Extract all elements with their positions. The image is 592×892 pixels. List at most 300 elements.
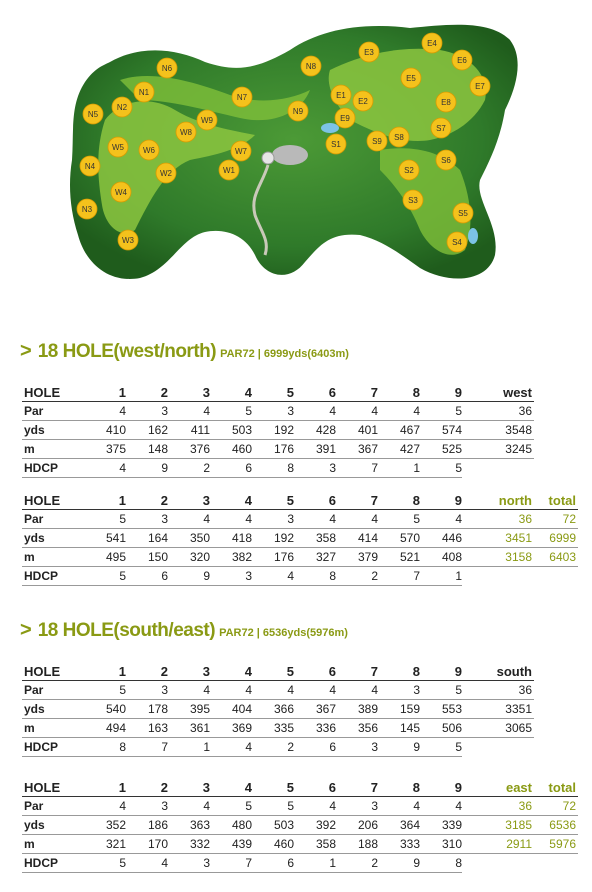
hole-cell: 7 xyxy=(336,662,378,681)
section-heading: 18 HOLE(west/north) xyxy=(37,341,217,362)
row-par xyxy=(22,402,534,421)
hole-cell: 3 xyxy=(168,491,210,510)
hole-cell: 5 xyxy=(210,797,252,816)
total-cell: 6536 xyxy=(534,816,578,835)
section-subheading: PAR72 | 6999yds(6403m) xyxy=(220,348,349,360)
hole-cell: 6 xyxy=(294,491,336,510)
hole-cell: 570 xyxy=(378,529,420,548)
hole-marker-e5 xyxy=(401,68,421,88)
hole-cell: 5 xyxy=(420,681,462,700)
hole-cell: 3 xyxy=(210,567,252,586)
total-cell xyxy=(462,738,534,757)
hole-cell: 7 xyxy=(378,567,420,586)
hole-cell: 9 xyxy=(378,854,420,873)
hole-cell: 6 xyxy=(294,778,336,797)
hole-cell: 2 xyxy=(168,459,210,478)
hole-cell: 8 xyxy=(294,567,336,586)
total-cell: 36 xyxy=(462,797,534,816)
hole-cell: 408 xyxy=(420,548,462,567)
hole-cell: 8 xyxy=(84,738,126,757)
hole-cell: 9 xyxy=(420,383,462,402)
arrow-icon: > xyxy=(20,340,32,362)
hole-cell: 310 xyxy=(420,835,462,854)
hole-cell: 5 xyxy=(420,402,462,421)
hole-cell: 9 xyxy=(126,459,168,478)
row-label: m xyxy=(22,548,84,567)
hole-cell: 5 xyxy=(252,662,294,681)
row-label: yds xyxy=(22,816,84,835)
hole-cell: 4 xyxy=(168,402,210,421)
hole-cell: 6 xyxy=(294,738,336,757)
hole-cell: 411 xyxy=(168,421,210,440)
row-label: m xyxy=(22,440,84,459)
hole-cell: 4 xyxy=(252,681,294,700)
hole-cell: 4 xyxy=(336,681,378,700)
row-label: HOLE xyxy=(22,662,84,681)
total-cell xyxy=(534,567,578,586)
total-cell: 3065 xyxy=(462,719,534,738)
hole-cell: 467 xyxy=(378,421,420,440)
hole-marker-w9 xyxy=(197,110,217,130)
hole-marker-s9 xyxy=(367,131,387,151)
hole-marker-label: E9 xyxy=(340,114,350,123)
hole-marker-s3 xyxy=(403,190,423,210)
hole-cell: 364 xyxy=(378,816,420,835)
hole-cell: 159 xyxy=(378,700,420,719)
hole-cell: 7 xyxy=(210,854,252,873)
hole-cell: 2 xyxy=(126,662,168,681)
hole-cell: 8 xyxy=(252,459,294,478)
hole-cell: 3 xyxy=(126,681,168,700)
hole-marker-label: S7 xyxy=(436,124,446,133)
hole-cell: 5 xyxy=(420,459,462,478)
hole-marker-s4 xyxy=(447,232,467,252)
hole-cell: 446 xyxy=(420,529,462,548)
hole-cell: 375 xyxy=(84,440,126,459)
hole-cell: 3 xyxy=(336,738,378,757)
total-cell: east xyxy=(462,778,534,797)
hole-cell: 1 xyxy=(420,567,462,586)
row-m xyxy=(22,548,578,567)
hole-cell: 1 xyxy=(168,738,210,757)
hole-cell: 3 xyxy=(126,797,168,816)
hole-cell: 339 xyxy=(420,816,462,835)
hole-cell: 389 xyxy=(336,700,378,719)
hole-cell: 367 xyxy=(336,440,378,459)
section-heading: 18 HOLE(south/east) xyxy=(37,620,216,641)
row-hdcp xyxy=(22,854,578,873)
hole-cell: 361 xyxy=(168,719,210,738)
hole-marker-w1 xyxy=(219,160,239,180)
hole-marker-n9 xyxy=(288,101,308,121)
hole-cell: 3 xyxy=(252,402,294,421)
total-cell xyxy=(462,567,534,586)
hole-cell: 5 xyxy=(84,567,126,586)
total-cell xyxy=(462,459,534,478)
hole-cell: 192 xyxy=(252,529,294,548)
total-cell: 6999 xyxy=(534,529,578,548)
hole-cell: 401 xyxy=(336,421,378,440)
hole-cell: 7 xyxy=(336,491,378,510)
hole-cell: 428 xyxy=(294,421,336,440)
hole-cell: 3 xyxy=(252,510,294,529)
hole-cell: 4 xyxy=(294,402,336,421)
hole-marker-w3 xyxy=(118,230,138,250)
hole-marker-n5 xyxy=(83,104,103,124)
hole-cell: 145 xyxy=(378,719,420,738)
hole-cell: 2 xyxy=(336,854,378,873)
hole-cell: 4 xyxy=(210,662,252,681)
total-cell: 72 xyxy=(534,797,578,816)
hole-cell: 162 xyxy=(126,421,168,440)
hole-cell: 356 xyxy=(336,719,378,738)
hole-cell: 4 xyxy=(84,797,126,816)
total-cell: total xyxy=(534,491,578,510)
hole-marker-n7 xyxy=(232,87,252,107)
hole-marker-label: N8 xyxy=(305,62,317,71)
hole-cell: 6 xyxy=(294,662,336,681)
hole-cell: 4 xyxy=(378,402,420,421)
hole-marker-w4 xyxy=(111,182,131,202)
hole-marker-label: N4 xyxy=(84,162,96,171)
hole-cell: 4 xyxy=(336,402,378,421)
hole-cell: 391 xyxy=(294,440,336,459)
total-cell: 36 xyxy=(462,681,534,700)
hole-cell: 335 xyxy=(252,719,294,738)
hole-cell: 170 xyxy=(126,835,168,854)
row-label: HOLE xyxy=(22,383,84,402)
hole-cell: 369 xyxy=(210,719,252,738)
hole-cell: 6 xyxy=(210,459,252,478)
hole-marker-n3 xyxy=(77,199,97,219)
hole-marker-label: E3 xyxy=(364,48,374,57)
row-par xyxy=(22,681,534,700)
hole-cell: 4 xyxy=(210,491,252,510)
hole-cell: 494 xyxy=(84,719,126,738)
hole-cell: 176 xyxy=(252,548,294,567)
hole-cell: 358 xyxy=(294,529,336,548)
hole-marker-label: E5 xyxy=(406,74,416,83)
hole-cell: 540 xyxy=(84,700,126,719)
hole-marker-label: E6 xyxy=(457,56,467,65)
hole-cell: 148 xyxy=(126,440,168,459)
hole-cell: 6 xyxy=(126,567,168,586)
hole-cell: 4 xyxy=(420,797,462,816)
hole-cell: 4 xyxy=(252,567,294,586)
row-label: Par xyxy=(22,402,84,421)
hole-cell: 2 xyxy=(126,778,168,797)
row-yds xyxy=(22,421,534,440)
hole-cell: 3 xyxy=(378,681,420,700)
hole-cell: 541 xyxy=(84,529,126,548)
hole-marker-n1 xyxy=(134,82,154,102)
hole-cell: 321 xyxy=(84,835,126,854)
hole-marker-n4 xyxy=(80,156,100,176)
hole-cell: 4 xyxy=(168,681,210,700)
clubhouse-roundabout xyxy=(262,152,274,164)
hole-cell: 9 xyxy=(420,778,462,797)
scorecard-west xyxy=(22,383,534,478)
hole-cell: 350 xyxy=(168,529,210,548)
hole-cell: 336 xyxy=(294,719,336,738)
hole-cell: 3 xyxy=(126,510,168,529)
hole-cell: 376 xyxy=(168,440,210,459)
hole-cell: 5 xyxy=(252,797,294,816)
hole-cell: 367 xyxy=(294,700,336,719)
hole-cell: 3 xyxy=(168,854,210,873)
hole-cell: 439 xyxy=(210,835,252,854)
hole-cell: 5 xyxy=(378,510,420,529)
hole-cell: 7 xyxy=(336,459,378,478)
hole-cell: 480 xyxy=(210,816,252,835)
hole-cell: 427 xyxy=(378,440,420,459)
hole-marker-label: E4 xyxy=(427,39,437,48)
hole-cell: 410 xyxy=(84,421,126,440)
hole-cell: 2 xyxy=(126,491,168,510)
hole-cell: 7 xyxy=(336,383,378,402)
hole-marker-e2 xyxy=(353,91,373,111)
row-label: yds xyxy=(22,529,84,548)
hole-cell: 495 xyxy=(84,548,126,567)
hole-cell: 2 xyxy=(252,738,294,757)
hole-cell: 186 xyxy=(126,816,168,835)
hole-marker-e9 xyxy=(335,108,355,128)
course-map xyxy=(0,0,592,300)
hole-cell: 188 xyxy=(336,835,378,854)
hole-marker-label: N5 xyxy=(87,110,99,119)
hole-cell: 352 xyxy=(84,816,126,835)
hole-cell: 4 xyxy=(84,402,126,421)
hole-cell: 8 xyxy=(378,383,420,402)
hole-marker-label: W4 xyxy=(115,188,127,197)
hole-marker-w2 xyxy=(156,163,176,183)
hole-marker-s8 xyxy=(389,127,409,147)
hole-marker-s1 xyxy=(326,134,346,154)
hole-cell: 4 xyxy=(168,797,210,816)
hole-cell: 418 xyxy=(210,529,252,548)
hole-cell: 414 xyxy=(336,529,378,548)
scorecard-north xyxy=(22,491,578,586)
row-yds xyxy=(22,816,578,835)
hole-cell: 553 xyxy=(420,700,462,719)
total-cell: south xyxy=(462,662,534,681)
section-subheading: PAR72 | 6536yds(5976m) xyxy=(219,627,348,639)
hole-marker-label: N1 xyxy=(138,88,150,97)
row-label: HDCP xyxy=(22,567,84,586)
clubhouse xyxy=(272,145,308,165)
hole-cell: 1 xyxy=(378,459,420,478)
row-head xyxy=(22,778,578,797)
hole-cell: 1 xyxy=(294,854,336,873)
hole-marker-w5 xyxy=(108,137,128,157)
hole-cell: 6 xyxy=(294,383,336,402)
hole-marker-label: E8 xyxy=(441,98,451,107)
hole-cell: 4 xyxy=(294,510,336,529)
hole-marker-label: S1 xyxy=(331,140,341,149)
hole-cell: 5 xyxy=(252,383,294,402)
hole-marker-label: W3 xyxy=(122,236,134,245)
hole-cell: 503 xyxy=(252,816,294,835)
hole-marker-label: E7 xyxy=(475,82,485,91)
total-cell: 3185 xyxy=(462,816,534,835)
row-label: Par xyxy=(22,510,84,529)
hole-cell: 5 xyxy=(84,681,126,700)
hole-cell: 5 xyxy=(84,854,126,873)
hole-cell: 4 xyxy=(126,854,168,873)
hole-cell: 9 xyxy=(378,738,420,757)
total-cell: 3451 xyxy=(462,529,534,548)
total-cell: 2911 xyxy=(462,835,534,854)
hole-marker-label: N7 xyxy=(236,93,248,102)
hole-marker-w8 xyxy=(176,122,196,142)
row-hdcp xyxy=(22,567,578,586)
total-cell: 3548 xyxy=(462,421,534,440)
hole-marker-label: W7 xyxy=(235,147,247,156)
total-cell: 36 xyxy=(462,402,534,421)
hole-marker-label: S6 xyxy=(441,156,451,165)
hole-cell: 4 xyxy=(210,681,252,700)
hole-cell: 332 xyxy=(168,835,210,854)
hole-marker-w6 xyxy=(139,140,159,160)
hole-cell: 460 xyxy=(252,835,294,854)
hole-cell: 3 xyxy=(294,459,336,478)
hole-cell: 163 xyxy=(126,719,168,738)
hole-marker-n8 xyxy=(301,56,321,76)
hole-cell: 506 xyxy=(420,719,462,738)
hole-marker-s6 xyxy=(436,150,456,170)
section-title-west-north xyxy=(20,340,349,363)
hole-cell: 4 xyxy=(210,510,252,529)
hole-marker-label: W1 xyxy=(223,166,235,175)
hole-cell: 4 xyxy=(420,510,462,529)
scorecard-east xyxy=(22,778,578,873)
hole-cell: 525 xyxy=(420,440,462,459)
hole-cell: 379 xyxy=(336,548,378,567)
row-head xyxy=(22,491,578,510)
hole-marker-label: N9 xyxy=(292,107,304,116)
hole-cell: 4 xyxy=(336,510,378,529)
hole-marker-label: N3 xyxy=(81,205,93,214)
hole-marker-label: S4 xyxy=(452,238,462,247)
hole-cell: 3 xyxy=(126,402,168,421)
hole-cell: 7 xyxy=(336,778,378,797)
total-cell: 36 xyxy=(462,510,534,529)
hole-cell: 1 xyxy=(84,662,126,681)
row-label: HOLE xyxy=(22,778,84,797)
hole-cell: 382 xyxy=(210,548,252,567)
hole-marker-label: N6 xyxy=(161,64,173,73)
hole-cell: 6 xyxy=(252,854,294,873)
hole-cell: 8 xyxy=(378,778,420,797)
hole-cell: 1 xyxy=(84,778,126,797)
hole-cell: 4 xyxy=(210,383,252,402)
hole-cell: 5 xyxy=(210,402,252,421)
hole-cell: 9 xyxy=(168,567,210,586)
hole-marker-label: W6 xyxy=(143,146,155,155)
hole-cell: 1 xyxy=(84,491,126,510)
hole-cell: 3 xyxy=(168,383,210,402)
hole-cell: 521 xyxy=(378,548,420,567)
hole-cell: 320 xyxy=(168,548,210,567)
hole-cell: 395 xyxy=(168,700,210,719)
total-cell xyxy=(462,854,534,873)
hole-marker-label: N2 xyxy=(116,103,128,112)
hole-cell: 3 xyxy=(168,662,210,681)
hole-marker-s2 xyxy=(399,160,419,180)
row-label: HDCP xyxy=(22,738,84,757)
row-label: HOLE xyxy=(22,491,84,510)
total-cell: 6403 xyxy=(534,548,578,567)
row-label: HDCP xyxy=(22,459,84,478)
total-cell: west xyxy=(462,383,534,402)
hole-cell: 150 xyxy=(126,548,168,567)
row-label: yds xyxy=(22,700,84,719)
hole-marker-n6 xyxy=(157,58,177,78)
hole-cell: 7 xyxy=(126,738,168,757)
scorecard-south xyxy=(22,662,534,757)
hole-cell: 192 xyxy=(252,421,294,440)
row-m xyxy=(22,719,534,738)
hole-cell: 4 xyxy=(294,681,336,700)
row-m xyxy=(22,835,578,854)
total-cell xyxy=(534,854,578,873)
hole-cell: 9 xyxy=(420,491,462,510)
hole-cell: 4 xyxy=(210,778,252,797)
hole-cell: 164 xyxy=(126,529,168,548)
hole-cell: 460 xyxy=(210,440,252,459)
hole-cell: 358 xyxy=(294,835,336,854)
hole-marker-s5 xyxy=(453,203,473,223)
hole-cell: 4 xyxy=(168,510,210,529)
hole-marker-label: S9 xyxy=(372,137,382,146)
hole-cell: 4 xyxy=(210,738,252,757)
hole-cell: 333 xyxy=(378,835,420,854)
row-head xyxy=(22,383,534,402)
hole-cell: 176 xyxy=(252,440,294,459)
hole-cell: 5 xyxy=(252,778,294,797)
row-label: Par xyxy=(22,681,84,700)
hole-cell: 4 xyxy=(378,797,420,816)
hole-cell: 404 xyxy=(210,700,252,719)
hole-cell: 2 xyxy=(336,567,378,586)
hole-marker-s7 xyxy=(431,118,451,138)
pond-south xyxy=(468,228,478,244)
hole-marker-label: S5 xyxy=(458,209,468,218)
total-cell: 72 xyxy=(534,510,578,529)
hole-cell: 3 xyxy=(336,797,378,816)
hole-cell: 5 xyxy=(420,738,462,757)
hole-cell: 327 xyxy=(294,548,336,567)
total-cell: 3158 xyxy=(462,548,534,567)
hole-marker-label: W2 xyxy=(160,169,172,178)
hole-marker-label: W8 xyxy=(180,128,192,137)
hole-cell: 8 xyxy=(378,662,420,681)
hole-cell: 2 xyxy=(126,383,168,402)
hole-marker-label: E1 xyxy=(336,91,346,100)
hole-marker-e6 xyxy=(452,50,472,70)
hole-cell: 3 xyxy=(168,778,210,797)
row-hdcp xyxy=(22,738,534,757)
hole-cell: 178 xyxy=(126,700,168,719)
hole-marker-label: W9 xyxy=(201,116,213,125)
hole-marker-e1 xyxy=(331,85,351,105)
row-head xyxy=(22,662,534,681)
hole-marker-label: S2 xyxy=(404,166,414,175)
row-par xyxy=(22,510,578,529)
row-label: m xyxy=(22,835,84,854)
hole-cell: 4 xyxy=(84,459,126,478)
row-label: HDCP xyxy=(22,854,84,873)
